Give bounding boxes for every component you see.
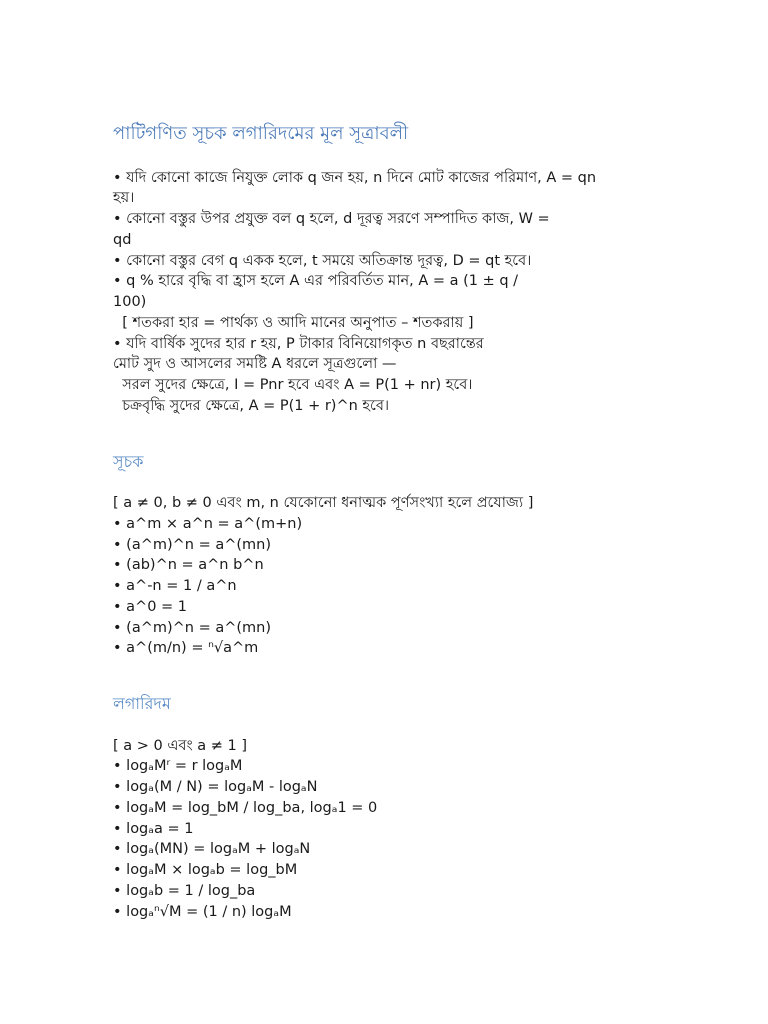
logarithm-rule: • logₐM × logₐb = log_bM	[113, 862, 298, 879]
formula-force-line: • কোনো বস্তুর উপর প্রযুক্ত বল q হলে, d দূরত্ব সরণে সম্পাদিত কাজ, W =	[113, 211, 550, 228]
formula-work-line-cont: হয়।	[113, 190, 135, 207]
index-condition: [ a ≠ 0, b ≠ 0 এবং m, n যেকোনো ধনাত্মক পূর্ণসংখ্যা হলে প্রযোজ্য ]	[113, 495, 534, 512]
arithmetic-section	[113, 168, 753, 417]
formula-interest-line: • যদি বার্ষিক সুদের হার r হয়, P টাকার বিনিয়োগকৃত n বছরান্তের	[113, 335, 484, 352]
logarithm-rule: • logₐ(MN) = logₐM + logₐN	[113, 841, 311, 858]
logarithm-rule: • logₐⁿ√M = (1 / n) logₐM	[113, 903, 292, 920]
document-body	[113, 122, 753, 922]
index-rule: • a^0 = 1	[113, 598, 188, 615]
formula-percentage-line: • q % হারে বৃদ্ধি বা হ্রাস হলে A এর পরিবর্তিত মান, A = a (1 ± q /	[113, 273, 519, 290]
logarithm-rule: • logₐb = 1 / log_ba	[113, 882, 256, 899]
logarithm-condition: [ a > 0 এবং a ≠ 1 ]	[113, 737, 248, 754]
formula-percentage-line-cont: 100)	[113, 294, 147, 311]
index-rule: • a^(m/n) = ⁿ√a^m	[113, 640, 259, 657]
formula-interest-line-cont: মোট সুদ ও আসলের সমষ্টি A ধরলে সূত্রগুলো —	[113, 356, 397, 373]
logarithm-rule: • logₐM = log_bM / log_ba, logₐ1 = 0	[113, 799, 378, 816]
index-section	[113, 493, 753, 659]
formula-force-line-cont: qd	[113, 231, 132, 248]
index-heading: সূচক	[113, 451, 144, 471]
logarithm-rule: • logₐ(M / N) = logₐM - logₐN	[113, 779, 318, 796]
index-rule: • (a^m)^n = a^(mn)	[113, 536, 272, 553]
compound-interest-formula: চক্রবৃদ্ধি সুদের ক্ষেত্রে, A = P(1 + r)^n হবে।	[113, 397, 390, 414]
index-rule: • a^m × a^n = a^(m+n)	[113, 515, 303, 532]
index-rule: • (ab)^n = a^n b^n	[113, 557, 264, 574]
index-rule: • a^-n = 1 / a^n	[113, 578, 237, 595]
page-title: পাটিগণিত সূচক লগারিদমের মূল সূত্রাবলী	[113, 123, 409, 144]
index-rule: • (a^m)^n = a^(mn)	[113, 619, 272, 636]
formula-distance-line: • কোনো বস্তুর বেগ q একক হলে, t সময়ে অতিক্রান্ত দূরত্ব, D = qt হবে।	[113, 252, 532, 269]
simple-interest-formula: সরল সুদের ক্ষেত্রে, I = Pnr হবে এবং A = P(1 + nr) হবে।	[113, 377, 473, 394]
percentage-note: [ শতকরা হার = পার্থক্য ও আদি মানের অনুপাত – শতকরায় ]	[113, 314, 474, 331]
formula-work-line: • যদি কোনো কাজে নিযুক্ত লোক q জন হয়, n দিনে মোট কাজের পরিমাণ, A = qn	[113, 169, 597, 186]
logarithm-rule: • logₐa = 1	[113, 820, 194, 837]
logarithm-heading: লগারিদম	[113, 694, 171, 714]
logarithm-section	[113, 736, 753, 923]
logarithm-rule: • logₐMʳ = r logₐM	[113, 758, 243, 775]
